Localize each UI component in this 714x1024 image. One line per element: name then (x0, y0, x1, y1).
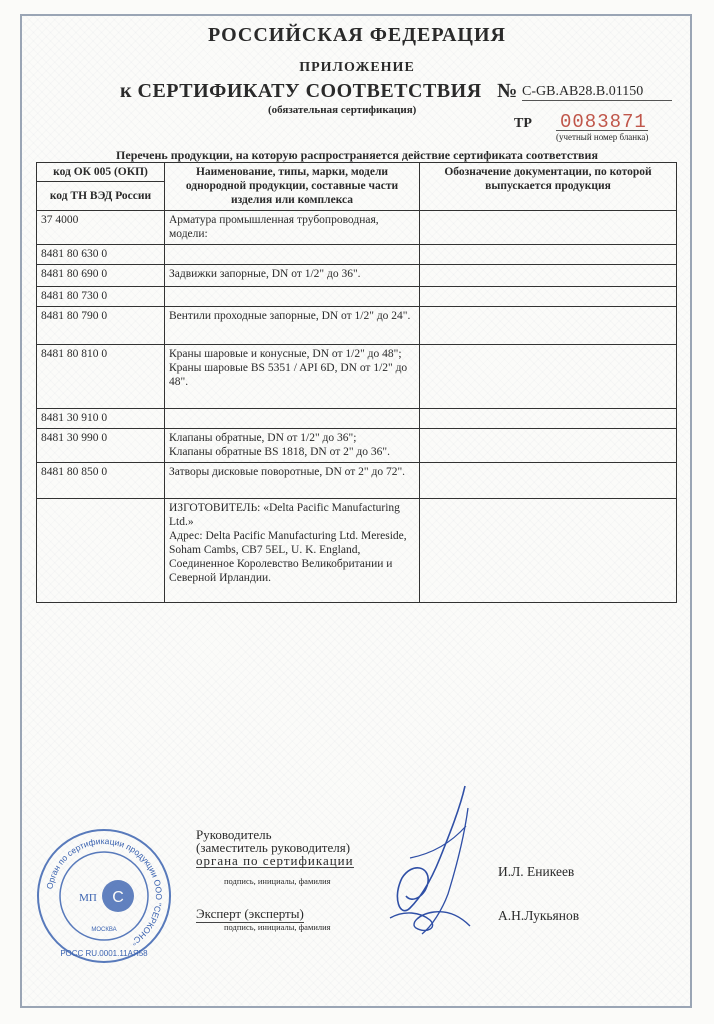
certificate-number: C-GB.AB28.B.01150 (522, 84, 672, 101)
certification-stamp (34, 826, 174, 966)
row-name: Вентили проходные запорные, DN от 1/2" до 24". (165, 307, 420, 345)
header-tnved: код ТН ВЭД России (37, 182, 165, 211)
table-row (37, 409, 677, 429)
row-docs (420, 307, 677, 345)
table-row (37, 245, 677, 265)
row-name (165, 409, 420, 429)
appendix-title: ПРИЛОЖЕНИЕ (299, 60, 415, 75)
header-docs: Обозначение документации, по которой выпускается продукция (420, 163, 677, 211)
row-docs (420, 499, 677, 603)
certificate-title (120, 80, 518, 103)
head-name: И.Л. Еникеев (498, 864, 575, 879)
header-name: Наименование, типы, марки, модели однородной продукции, составные части изделия или комплекса (165, 163, 420, 211)
row-name-line: Клапаны обратные BS 1818, DN от 2" до 36". (169, 446, 390, 458)
table-row (37, 265, 677, 287)
row-name: Арматура промышленная трубопроводная, модели: (165, 211, 420, 245)
handwritten-signature (370, 778, 500, 938)
row-docs (420, 265, 677, 287)
row-code: 8481 80 790 0 (37, 307, 165, 345)
row-docs (420, 409, 677, 429)
row-name-line: Клапаны обратные, DN от 1/2" до 36"; (169, 432, 357, 444)
blank-number-note: (учетный номер бланка) (556, 132, 649, 142)
tp-label: ТР (514, 116, 532, 131)
row-code: 8481 30 990 0 (37, 429, 165, 463)
table-row (37, 211, 677, 245)
table-row (37, 307, 677, 345)
manufacturer-label: ИЗГОТОВИТЕЛЬ: «Delta Pacific Manufacturing Ltd.» (169, 502, 400, 528)
blank-number: 0083871 (560, 111, 647, 133)
row-docs (420, 429, 677, 463)
row-code: 8481 30 910 0 (37, 409, 165, 429)
head-of-body (196, 828, 354, 868)
row-docs (420, 463, 677, 499)
table-header-row (37, 163, 677, 182)
row-docs (420, 245, 677, 265)
row-name-line: Краны шаровые BS 5351 / API 6D, DN от 1/2" до 48". (169, 362, 408, 388)
stamp-ring-text: Орган по сертификации продукции ООО "СЕРКОНС" (44, 835, 165, 948)
cert-title-text: к СЕРТИФИКАТУ СООТВЕТСТВИЯ (120, 80, 482, 102)
row-docs (420, 287, 677, 307)
table-row (37, 287, 677, 307)
stamp-bottom-text: РОСС RU.0001.11АЯ58 (60, 949, 148, 958)
stamp-emblem-mark: C (112, 889, 124, 906)
head-line3: органа по сертификации (196, 853, 354, 868)
row-name (165, 245, 420, 265)
row-docs (420, 211, 677, 245)
table-row (37, 429, 677, 463)
row-docs (420, 345, 677, 409)
expert-name: А.Н.Лукьянов (498, 908, 580, 923)
table-row (37, 463, 677, 499)
row-name: Затворы дисковые поворотные, DN от 2" до 72". (165, 463, 420, 499)
row-code: 8481 80 630 0 (37, 245, 165, 265)
head-line2: (заместитель руководителя) (196, 840, 351, 855)
row-name (165, 345, 420, 409)
manufacturer-address: Адрес: Delta Pacific Manufacturing Ltd. Mereside, Soham Cambs, CB7 5EL, U. K. England, Соединенное Королевство Великобритании и Северной Ирландии. (169, 530, 407, 584)
number-sign: № (497, 80, 518, 102)
table-row-manufacturer (37, 499, 677, 603)
row-code: 37 4000 (37, 211, 165, 245)
sign-caption-head: подпись, инициалы, фамилия (224, 876, 331, 886)
list-title: Перечень продукции, на которую распространяется действие сертификата соответствия (116, 148, 598, 162)
row-code (37, 499, 165, 603)
obligatory-note: (обязательная сертификация) (268, 104, 417, 116)
head-line1: Руководитель (196, 827, 272, 842)
row-code: 8481 80 690 0 (37, 265, 165, 287)
row-name (165, 287, 420, 307)
row-code: 8481 80 850 0 (37, 463, 165, 499)
stamp-center: МП (79, 892, 97, 904)
header-okp: код ОК 005 (ОКП) (37, 163, 165, 182)
row-name (165, 429, 420, 463)
row-code: 8481 80 730 0 (37, 287, 165, 307)
stamp-city: МОСКВА (91, 927, 117, 933)
table-row (37, 345, 677, 409)
country-title: РОССИЙСКАЯ ФЕДЕРАЦИЯ (207, 24, 506, 46)
manufacturer-cell (165, 499, 420, 603)
row-name-line: Краны шаровые и конусные, DN от 1/2" до 48"; (169, 348, 402, 360)
row-code: 8481 80 810 0 (37, 345, 165, 409)
row-name: Задвижки запорные, DN от 1/2" до 36". (165, 265, 420, 287)
products-table (36, 162, 677, 603)
sign-caption-expert: подпись, инициалы, фамилия (224, 922, 331, 932)
expert-label: Эксперт (эксперты) (196, 906, 304, 921)
